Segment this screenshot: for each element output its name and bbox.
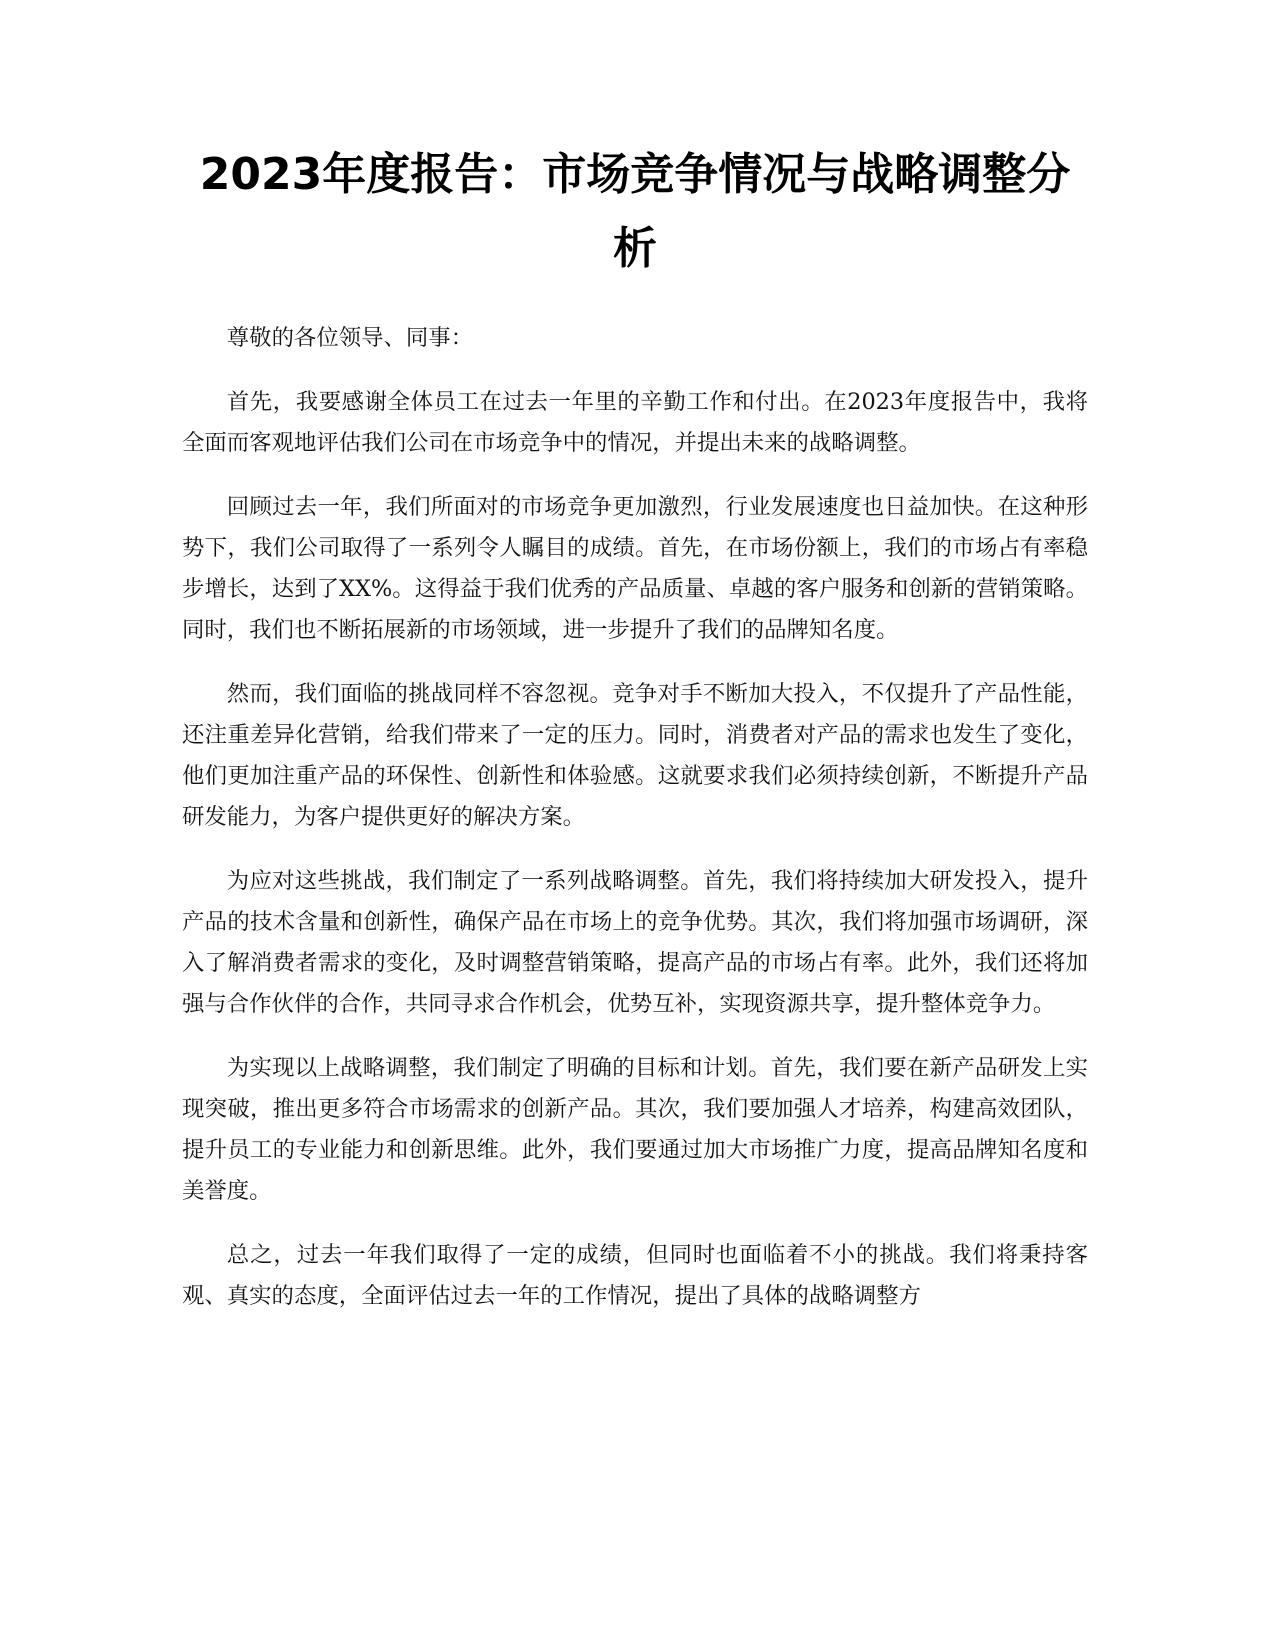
strategy-paragraph: 为应对这些挑战，我们制定了一系列战略调整。首先，我们将持续加大研发投入，提升产品的技术含量和创新性，确保产品在市场上的竞争优势。其次，我们将加强市场调研，深入了解消费者需求的变化，及时调整营销策略，提高产品的市场占有率。此外，我们还将加强与合作伙伴的合作，共同寻求合作机会，优势互补，实现资源共享，提升整体竞争力。 — [182, 868, 1088, 1017]
challenges-paragraph: 然而，我们面临的挑战同样不容忽视。竞争对手不断加大投入，不仅提升了产品性能，还注重差异化营销，给我们带来了一定的压力。同时，消费者对产品的需求也发生了变化，他们更加注重产品的环保性、创新性和体验感。这就要求我们必须持续创新，不断提升产品研发能力，为客户提供更好的解决方案。 — [182, 681, 1088, 830]
document-body — [182, 318, 1088, 1340]
document-title: 2023年度报告：市场竞争情况与战略调整分析 — [199, 149, 1071, 274]
goals-paragraph: 为实现以上战略调整，我们制定了明确的目标和计划。首先，我们要在新产品研发上实现突破，推出更多符合市场需求的创新产品。其次，我们要加强人才培养，构建高效团队，提升员工的专业能力和创新思维。此外，我们要通过加大市场推广力度，提高品牌知名度和美誉度。 — [182, 1055, 1088, 1204]
salutation-paragraph: 尊敬的各位领导、同事： — [226, 325, 474, 351]
summary-paragraph: 总之，过去一年我们取得了一定的成绩，但同时也面临着不小的挑战。我们将秉持客观、真实的态度，全面评估过去一年的工作情况，提出了具体的战略调整方 — [182, 1242, 1088, 1309]
intro-paragraph: 首先，我要感谢全体员工在过去一年里的辛勤工作和付出。在2023年度报告中，我将全面而客观地评估我们公司在市场竞争中的情况，并提出未来的战略调整。 — [182, 389, 1088, 456]
review-paragraph: 回顾过去一年，我们所面对的市场竞争更加激烈，行业发展速度也日益加快。在这种形势下，我们公司取得了一系列令人瞩目的成绩。首先，在市场份额上，我们的市场占有率稳步增长，达到了XX%。这得益于我们优秀的产品质量、卓越的客户服务和创新的营销策略。同时，我们也不断拓展新的市场领域，进一步提升了我们的品牌知名度。 — [182, 494, 1088, 643]
